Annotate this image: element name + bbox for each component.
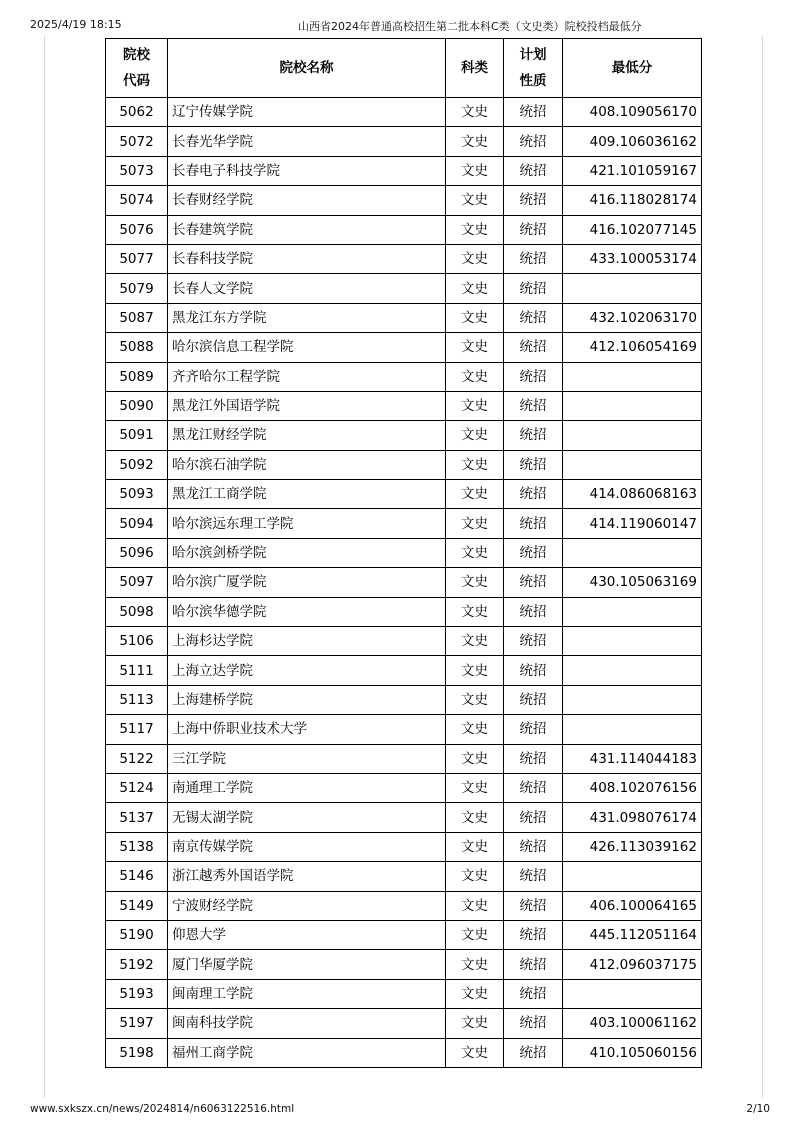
subject-cell: 文史: [446, 715, 504, 744]
school-name-cell: 齐齐哈尔工程学院: [168, 362, 446, 391]
table-row: [106, 627, 702, 656]
school-code-cell: 5106: [106, 627, 168, 656]
table-row: [106, 333, 702, 362]
plan-type-cell: 统招: [504, 744, 563, 773]
plan-type-cell: 统招: [504, 391, 563, 420]
school-name-cell: 南京传媒学院: [168, 832, 446, 861]
plan-type-cell: 统招: [504, 597, 563, 626]
plan-type-cell: 统招: [504, 127, 563, 156]
plan-type-cell: 统招: [504, 450, 563, 479]
table-row: [106, 744, 702, 773]
subject-cell: 文史: [446, 744, 504, 773]
table-row: [106, 244, 702, 273]
min-score-cell: 432.102063170: [563, 303, 702, 332]
subject-cell: 文史: [446, 597, 504, 626]
plan-type-cell: 统招: [504, 538, 563, 567]
school-code-cell: 5074: [106, 186, 168, 215]
document-title: 山西省2024年普通高校招生第二批本科C类（文史类）院校投档最低分: [298, 20, 642, 33]
min-score-cell: [563, 450, 702, 479]
plan-type-cell: 统招: [504, 215, 563, 244]
column-header-plan-line2: 性质: [519, 73, 547, 89]
table-row: [106, 186, 702, 215]
min-score-cell: 406.100064165: [563, 891, 702, 920]
plan-type-cell: 统招: [504, 715, 563, 744]
school-code-cell: 5062: [106, 98, 168, 127]
min-score-cell: 416.118028174: [563, 186, 702, 215]
school-name-cell: 闽南理工学院: [168, 979, 446, 1008]
subject-cell: 文史: [446, 421, 504, 450]
school-name-cell: 长春财经学院: [168, 186, 446, 215]
min-score-cell: [563, 274, 702, 303]
school-name-cell: 浙江越秀外国语学院: [168, 862, 446, 891]
table-row: [106, 303, 702, 332]
school-name-cell: 长春电子科技学院: [168, 156, 446, 185]
school-name-cell: 黑龙江工商学院: [168, 480, 446, 509]
table-row: [106, 156, 702, 185]
school-name-cell: 宁波财经学院: [168, 891, 446, 920]
page-border-left: [44, 36, 45, 1098]
table-row: [106, 362, 702, 391]
min-score-cell: 445.112051164: [563, 920, 702, 949]
school-name-cell: 黑龙江东方学院: [168, 303, 446, 332]
plan-type-cell: 统招: [504, 156, 563, 185]
plan-type-cell: 统招: [504, 862, 563, 891]
school-code-cell: 5193: [106, 979, 168, 1008]
table-row: [106, 920, 702, 949]
school-name-cell: 哈尔滨石油学院: [168, 450, 446, 479]
school-code-cell: 5198: [106, 1038, 168, 1067]
subject-cell: 文史: [446, 303, 504, 332]
school-name-cell: 辽宁传媒学院: [168, 98, 446, 127]
school-name-cell: 南通理工学院: [168, 773, 446, 802]
subject-cell: 文史: [446, 862, 504, 891]
min-score-cell: 421.101059167: [563, 156, 702, 185]
school-code-cell: 5077: [106, 244, 168, 273]
subject-cell: 文史: [446, 244, 504, 273]
school-name-cell: 哈尔滨华德学院: [168, 597, 446, 626]
plan-type-cell: 统招: [504, 244, 563, 273]
plan-type-cell: 统招: [504, 303, 563, 332]
table-row: [106, 391, 702, 420]
subject-cell: 文史: [446, 215, 504, 244]
school-name-cell: 福州工商学院: [168, 1038, 446, 1067]
subject-cell: 文史: [446, 1038, 504, 1067]
subject-cell: 文史: [446, 98, 504, 127]
table-row: [106, 979, 702, 1008]
plan-type-cell: 统招: [504, 1038, 563, 1067]
table-row: [106, 215, 702, 244]
school-code-cell: 5094: [106, 509, 168, 538]
subject-cell: 文史: [446, 920, 504, 949]
table-row: [106, 1009, 702, 1038]
school-code-cell: 5122: [106, 744, 168, 773]
school-code-cell: 5087: [106, 303, 168, 332]
plan-type-cell: 统招: [504, 627, 563, 656]
plan-type-cell: 统招: [504, 480, 563, 509]
min-score-cell: 408.102076156: [563, 773, 702, 802]
table-body: [106, 98, 702, 1068]
subject-cell: 文史: [446, 950, 504, 979]
table-header-row: [106, 39, 702, 98]
school-name-cell: 长春建筑学院: [168, 215, 446, 244]
subject-cell: 文史: [446, 450, 504, 479]
school-name-cell: 长春科技学院: [168, 244, 446, 273]
school-name-cell: 哈尔滨信息工程学院: [168, 333, 446, 362]
school-code-cell: 5076: [106, 215, 168, 244]
table-row: [106, 773, 702, 802]
subject-cell: 文史: [446, 509, 504, 538]
plan-type-cell: 统招: [504, 979, 563, 1008]
school-code-cell: 5192: [106, 950, 168, 979]
min-score-cell: 409.106036162: [563, 127, 702, 156]
plan-type-cell: 统招: [504, 509, 563, 538]
school-name-cell: 仰恩大学: [168, 920, 446, 949]
plan-type-cell: 统招: [504, 803, 563, 832]
page-url: www.sxkszx.cn/news/2024814/n6063122516.html: [30, 1103, 295, 1115]
plan-type-cell: 统招: [504, 773, 563, 802]
table-row: [106, 685, 702, 714]
school-code-cell: 5097: [106, 568, 168, 597]
school-name-cell: 哈尔滨剑桥学院: [168, 538, 446, 567]
plan-type-cell: 统招: [504, 362, 563, 391]
school-name-cell: 上海建桥学院: [168, 685, 446, 714]
school-name-cell: 长春光华学院: [168, 127, 446, 156]
school-code-cell: 5096: [106, 538, 168, 567]
page-border-right: [762, 36, 763, 1098]
min-score-cell: 414.086068163: [563, 480, 702, 509]
min-score-cell: [563, 597, 702, 626]
plan-type-cell: 统招: [504, 1009, 563, 1038]
min-score-cell: [563, 979, 702, 1008]
column-header-code-line1: 院校: [123, 47, 150, 63]
min-score-cell: [563, 627, 702, 656]
min-score-cell: 431.098076174: [563, 803, 702, 832]
school-code-cell: 5092: [106, 450, 168, 479]
table-row: [106, 656, 702, 685]
print-datetime: 2025/4/19 18:15: [30, 18, 122, 31]
column-header-code-line2: 代码: [123, 73, 150, 89]
subject-cell: 文史: [446, 186, 504, 215]
min-score-cell: 416.102077145: [563, 215, 702, 244]
min-score-cell: [563, 421, 702, 450]
plan-type-cell: 统招: [504, 333, 563, 362]
table-row: [106, 274, 702, 303]
school-code-cell: 5111: [106, 656, 168, 685]
table-row: [106, 803, 702, 832]
school-code-cell: 5091: [106, 421, 168, 450]
school-name-cell: 厦门华厦学院: [168, 950, 446, 979]
school-code-cell: 5146: [106, 862, 168, 891]
school-code-cell: 5073: [106, 156, 168, 185]
column-header-code: [106, 39, 168, 98]
plan-type-cell: 统招: [504, 685, 563, 714]
table-row: [106, 832, 702, 861]
school-name-cell: 上海立达学院: [168, 656, 446, 685]
column-header-plan-line1: 计划: [519, 47, 547, 63]
school-code-cell: 5089: [106, 362, 168, 391]
subject-cell: 文史: [446, 362, 504, 391]
subject-cell: 文史: [446, 127, 504, 156]
min-score-cell: [563, 715, 702, 744]
table-row: [106, 98, 702, 127]
table-row: [106, 450, 702, 479]
table-row: [106, 1038, 702, 1067]
min-score-cell: [563, 862, 702, 891]
school-code-cell: 5197: [106, 1009, 168, 1038]
school-code-cell: 5138: [106, 832, 168, 861]
min-score-cell: 431.114044183: [563, 744, 702, 773]
subject-cell: 文史: [446, 538, 504, 567]
plan-type-cell: 统招: [504, 186, 563, 215]
table-row: [106, 538, 702, 567]
school-code-cell: 5190: [106, 920, 168, 949]
subject-cell: 文史: [446, 274, 504, 303]
min-score-cell: [563, 391, 702, 420]
subject-cell: 文史: [446, 480, 504, 509]
subject-cell: 文史: [446, 773, 504, 802]
table-row: [106, 509, 702, 538]
plan-type-cell: 统招: [504, 421, 563, 450]
plan-type-cell: 统招: [504, 98, 563, 127]
min-score-cell: [563, 685, 702, 714]
plan-type-cell: 统招: [504, 656, 563, 685]
school-code-cell: 5093: [106, 480, 168, 509]
min-score-cell: 433.100053174: [563, 244, 702, 273]
min-score-cell: 414.119060147: [563, 509, 702, 538]
table-row: [106, 568, 702, 597]
subject-cell: 文史: [446, 333, 504, 362]
subject-cell: 文史: [446, 156, 504, 185]
subject-cell: 文史: [446, 685, 504, 714]
table-row: [106, 480, 702, 509]
school-name-cell: 无锡太湖学院: [168, 803, 446, 832]
min-score-cell: 403.100061162: [563, 1009, 702, 1038]
table-row: [106, 597, 702, 626]
school-code-cell: 5113: [106, 685, 168, 714]
school-code-cell: 5137: [106, 803, 168, 832]
table-row: [106, 421, 702, 450]
school-name-cell: 黑龙江财经学院: [168, 421, 446, 450]
plan-type-cell: 统招: [504, 891, 563, 920]
column-header-score: 最低分: [563, 39, 702, 98]
subject-cell: 文史: [446, 391, 504, 420]
school-code-cell: 5149: [106, 891, 168, 920]
school-name-cell: 上海中侨职业技术大学: [168, 715, 446, 744]
subject-cell: 文史: [446, 1009, 504, 1038]
plan-type-cell: 统招: [504, 950, 563, 979]
column-header-name: 院校名称: [168, 39, 446, 98]
page-number: 2/10: [746, 1103, 770, 1115]
subject-cell: 文史: [446, 568, 504, 597]
column-header-plan: [504, 39, 563, 98]
min-score-cell: 426.113039162: [563, 832, 702, 861]
min-score-cell: 412.096037175: [563, 950, 702, 979]
table-row: [106, 950, 702, 979]
school-code-cell: 5090: [106, 391, 168, 420]
school-name-cell: 闽南科技学院: [168, 1009, 446, 1038]
min-score-cell: [563, 362, 702, 391]
min-score-cell: 412.106054169: [563, 333, 702, 362]
admission-score-table: [105, 38, 702, 1068]
column-header-subject: 科类: [446, 39, 504, 98]
table-row: [106, 715, 702, 744]
school-code-cell: 5117: [106, 715, 168, 744]
min-score-cell: 408.109056170: [563, 98, 702, 127]
subject-cell: 文史: [446, 627, 504, 656]
plan-type-cell: 统招: [504, 568, 563, 597]
table-row: [106, 862, 702, 891]
plan-type-cell: 统招: [504, 920, 563, 949]
school-name-cell: 三江学院: [168, 744, 446, 773]
table-row: [106, 891, 702, 920]
school-code-cell: 5079: [106, 274, 168, 303]
school-name-cell: 哈尔滨远东理工学院: [168, 509, 446, 538]
min-score-cell: [563, 656, 702, 685]
subject-cell: 文史: [446, 656, 504, 685]
school-code-cell: 5072: [106, 127, 168, 156]
plan-type-cell: 统招: [504, 274, 563, 303]
min-score-cell: [563, 538, 702, 567]
plan-type-cell: 统招: [504, 832, 563, 861]
subject-cell: 文史: [446, 832, 504, 861]
subject-cell: 文史: [446, 979, 504, 1008]
school-code-cell: 5098: [106, 597, 168, 626]
school-code-cell: 5088: [106, 333, 168, 362]
school-name-cell: 上海杉达学院: [168, 627, 446, 656]
subject-cell: 文史: [446, 891, 504, 920]
school-code-cell: 5124: [106, 773, 168, 802]
school-name-cell: 哈尔滨广厦学院: [168, 568, 446, 597]
min-score-cell: 430.105063169: [563, 568, 702, 597]
subject-cell: 文史: [446, 803, 504, 832]
table-row: [106, 127, 702, 156]
school-name-cell: 黑龙江外国语学院: [168, 391, 446, 420]
school-name-cell: 长春人文学院: [168, 274, 446, 303]
min-score-cell: 410.105060156: [563, 1038, 702, 1067]
